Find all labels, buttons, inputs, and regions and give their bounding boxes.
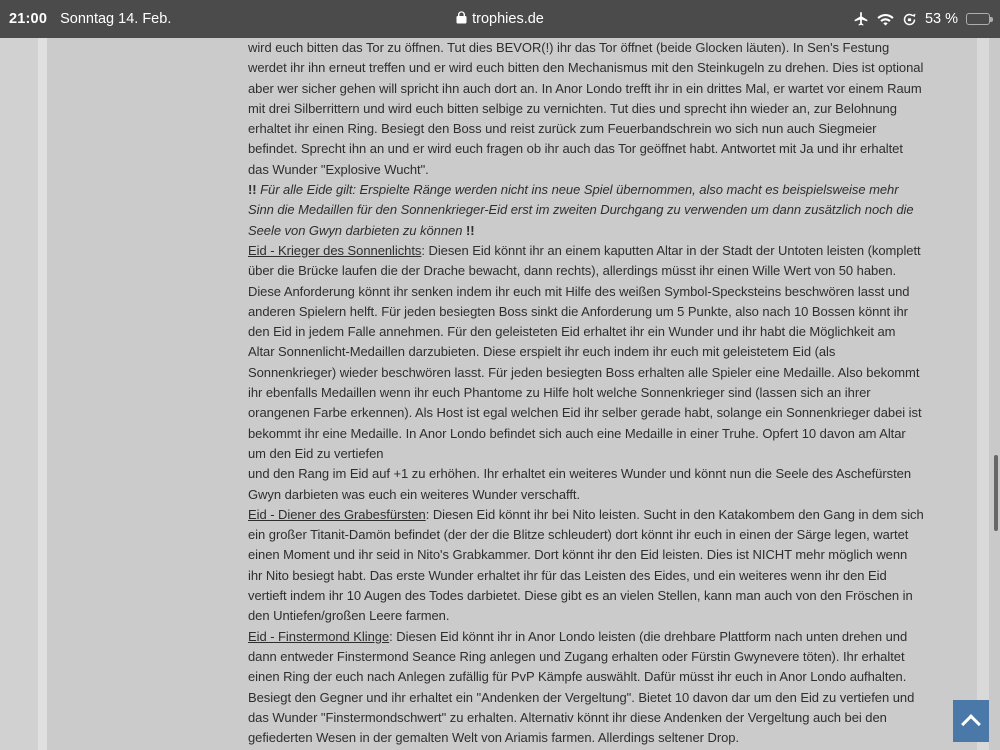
- clock: 21:00: [9, 11, 48, 27]
- rotation-lock-icon: [902, 12, 917, 27]
- section-heading-grabesfuerst: Eid - Diener des Grabesfürsten: [248, 506, 426, 522]
- note-suffix: !!: [465, 222, 475, 238]
- paragraph-note: [248, 180, 924, 241]
- status-bar: [0, 0, 1000, 38]
- chevron-up-icon: [961, 714, 981, 734]
- scroll-to-top-button[interactable]: [953, 700, 989, 742]
- battery-percent: 53 %: [924, 11, 958, 27]
- paragraph-intro: [248, 38, 924, 180]
- section-body: : Diesen Eid könnt ihr bei Nito leisten. Sucht in den Katakombem den Gang in dem sich ein großer Titanit-Damön befindet (der der die Blitze schleudert) dort könnt ihr euch in einen der Särge legen, wartet einen Moment und ihr seid in Nito's Grabkammer. Dort könnt ihr den Eid leisten. Dies ist NICHT mehr möglich wenn ihr Nito besiegt habt. Das erste Wunder erhaltet ihr für das Leisten des Eides, und ein weiteres wenn ihr den Eid vertieft indem ihr 10 Augen des Todes darbietet. Diese gibt es an vielen Stellen, kann man auch von den Fröschen in den Untiefen/großen Leere farmen.: [248, 506, 924, 624]
- page-left-margin: [0, 38, 38, 750]
- section-body: : Diesen Eid könnt ihr in Anor Londo leisten (die drehbare Plattform nach unten drehen und dann entweder Finstermond Seance Ring anlegen und Zugang erhalten oder Fürstin Gwynevere töten). Ihr erhaltet einen Ring der euch nach Anlegen zufällig für PvP Kämpfe auswählt. Dafür müsst ihr euch in Anor Londo aufhalten. Besiegt den Gegner und ihr erhaltet ein "Andenken der Vergeltung". Bietet 10 davon dar um den Eid zu vertiefen und das Wunder "Finstermondschwert" zu erhalten. Alternativ könnt ihr diese Andenken der Vergeltung auch bei den gefiederten Wesen in der gemalten Welt von Ariamis farmen. Allerdings seltener Drop.: [248, 628, 915, 746]
- section-heading-sonnenkrieger: Eid - Krieger des Sonnenlichts: [248, 242, 422, 258]
- content-left-edge: [38, 38, 47, 750]
- section-heading-finstermond: Eid - Finstermond Klinge: [248, 628, 390, 644]
- lock-icon: [456, 11, 467, 28]
- page-content[interactable]: [248, 38, 924, 748]
- url-bar[interactable]: [400, 0, 600, 38]
- section-body: : Diesen Eid könnt ihr an einem kaputten Altar in der Stadt der Untoten leisten (komplett über die Brücke laufen die der Drache bewacht, dann rechts), allerdings müsst ihr einen Wille Wert von 50 haben. Diese Anforderung könnt ihr senken indem ihr euch mit Hilfe des weißen Symbol-Specksteins beschwören lasst und anderen Spielern helft. Für jeden besiegten Boss sinkt die Anforderung um 5 Punkte, also nach 10 Bossen könnt ihr den Eid in jedem Falle annehmen. Für den geleisteten Eid erhaltet ihr ein Wunder und ihr habt die Möglichkeit am Altar Sonnenlicht-Medaillen darzubieten. Diese erspielt ihr euch indem ihr euch mit geleistetem Eid (als Sonnenkrieger) wieder beschwören lasst. Für jeden besiegten Boss erhalten alle Spieler eine Medaille. Also bekommt ihr ebenfalls Medaillen wenn ihr euch Phantome zu Hilfe holt welche Sonnenkrieger sind (lassen sich an ihrer orangenen Farbe erkennen). Als Host ist egal welchen Eid ihr selber gerade habt, solange ein Sonnenkrieger dabei ist bekommt ihr eine Medaille. In Anor Londo befindet sich auch eine Medaille in einer Truhe. Opfert 10 davon am Altar um den Eid zu vertiefen: [248, 242, 922, 461]
- section-grabesfuerst: [248, 505, 924, 627]
- url-text: trophies.de: [472, 11, 544, 27]
- scrollbar-thumb[interactable]: [994, 455, 998, 531]
- status-date: Sonntag 14. Feb.: [60, 11, 172, 27]
- page-right-margin: [989, 38, 1000, 750]
- note-body: Für alle Eide gilt: Erspielte Ränge werden nicht ins neue Spiel übernommen, also macht es beispielsweise mehr Sinn die Medaillen für den Sonnenkrieger-Eid erst im zweiten Durchgang zu verwenden um dann zusätzlich noch die Seele von Gwyn darbieten zu können: [248, 182, 914, 238]
- content-right-edge: [977, 38, 989, 750]
- section-finstermond: [248, 627, 924, 749]
- status-icons: [853, 0, 990, 38]
- wifi-icon: [877, 13, 894, 26]
- section-sonnenkrieger: [248, 241, 924, 505]
- airplane-icon: [853, 11, 869, 27]
- section-body-2: und den Rang im Eid auf +1 zu erhöhen. Ihr erhaltet ein weiteres Wunder und könnt nun die Seele des Aschefürsten Gwyn darbieten was euch ein weiteres Wunder verschafft.: [248, 466, 912, 502]
- battery-icon: [966, 13, 990, 25]
- intro-text: wird euch bitten das Tor zu öffnen. Tut dies BEVOR(!) ihr das Tor öffnet (beide Glocken läuten). In Sen's Festung werdet ihr ihn erneut treffen und er wird euch bitten den Mechanismus mit den Steinkugeln zu drehen. Dies ist optional aber wer sicher gehen will spricht ihn auch dort an. In Anor Londo trefft ihr in ein drittes Mal, er wartet vor einem Raum mit drei Silberrittern und wird euch bitten selbige zu vernichten. Tut dies und sprecht ihn wieder an, zur Belohnung erhaltet ihr einen Ring. Besiegt den Boss und reist zurück zum Feuerbandschrein wo sich nun auch Siegmeier befindet. Sprecht ihn an und er wird euch fragen ob ihr auch das Tor geöffnet habt. Antwortet mit Ja und ihr erhaltet das Wunder "Explosive Wucht".: [248, 40, 924, 177]
- note-prefix: !!: [248, 182, 257, 198]
